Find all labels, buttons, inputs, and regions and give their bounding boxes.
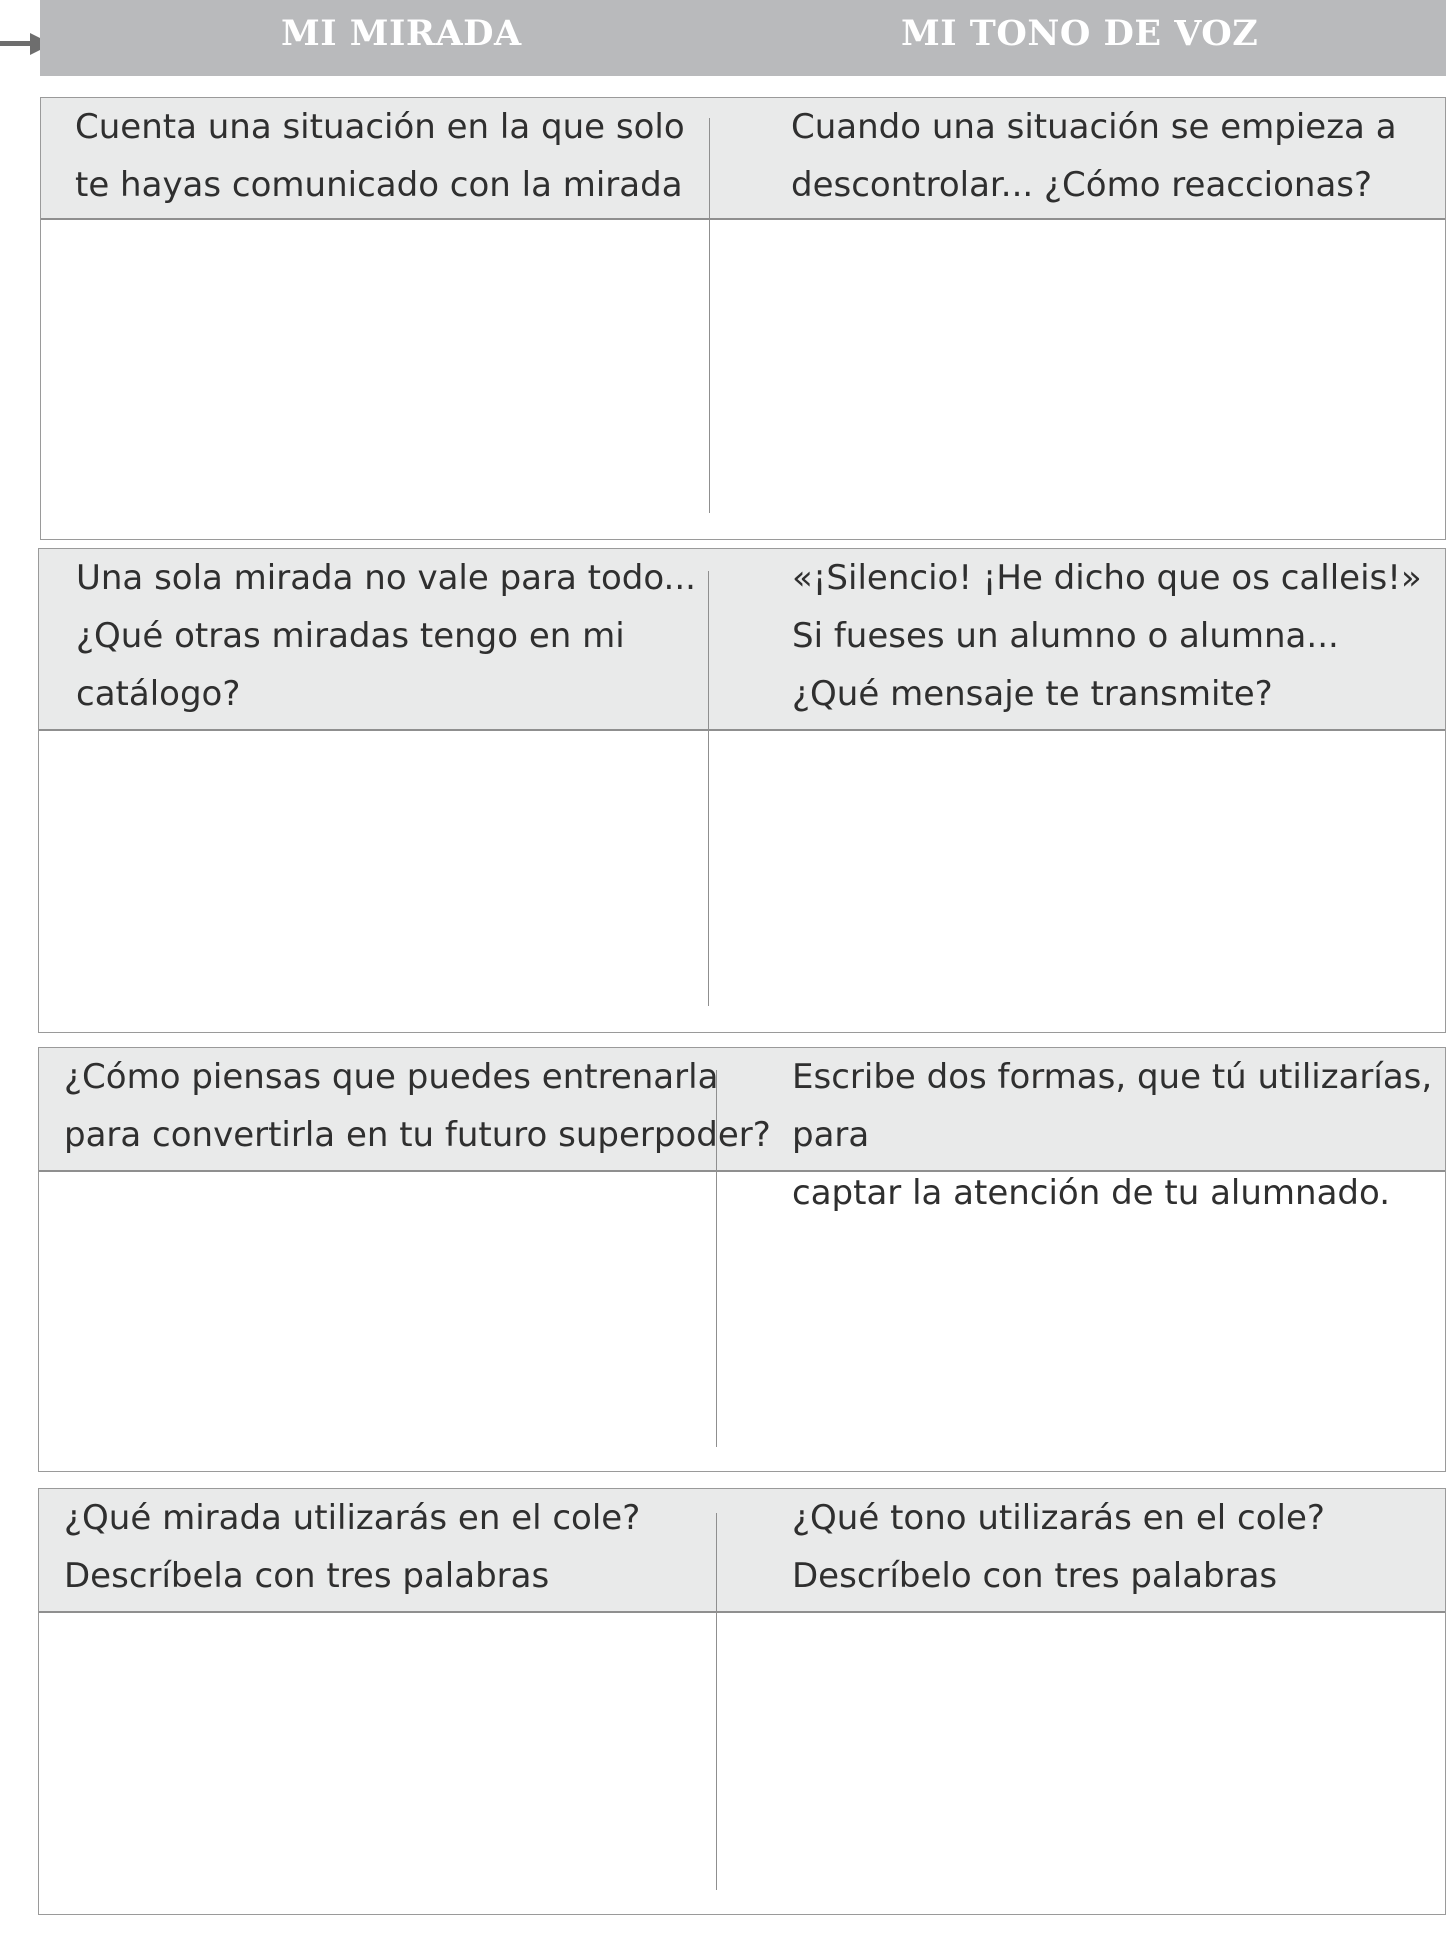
- worksheet-block-4: [38, 1488, 1446, 1915]
- section-header-bar: [40, 0, 1446, 76]
- answer-area-tono-de-voz[interactable]: [718, 1613, 1445, 1914]
- prompt-tono-de-voz: «¡Silencio! ¡He dicho que os calleis!» Si fueses un alumno o alumna... ¿Qué mensaje te transmite?: [792, 558, 1422, 714]
- answer-area-mirada[interactable]: [39, 1172, 716, 1471]
- column-divider: [716, 1513, 717, 1890]
- prompt-tono-de-voz: ¿Qué tono utilizarás en el cole? Descríbelo con tres palabras: [792, 1498, 1325, 1596]
- arrow-right-icon: [0, 33, 44, 55]
- answer-area-tono-de-voz[interactable]: [710, 731, 1445, 1032]
- answer-area-mirada[interactable]: [39, 1613, 716, 1914]
- answer-area-tono-de-voz[interactable]: [718, 1172, 1445, 1471]
- answer-area-mirada[interactable]: [41, 220, 709, 539]
- header-title-mi-tono-de-voz: MI TONO DE VOZ: [901, 13, 1259, 54]
- worksheet-block-1: [40, 97, 1446, 540]
- header-title-mi-mirada: MI MIRADA: [281, 13, 522, 54]
- prompt-mirada: ¿Cómo piensas que puedes entrenarla para convertirla en tu futuro superpoder?: [64, 1057, 771, 1155]
- answer-area-mirada[interactable]: [39, 731, 708, 1032]
- worksheet-block-2: [38, 548, 1446, 1033]
- column-divider: [708, 571, 709, 1006]
- prompt-mirada: Una sola mirada no vale para todo... ¿Qué otras miradas tengo en mi catálogo?: [76, 558, 696, 714]
- column-divider: [709, 118, 710, 513]
- worksheet-block-3: [38, 1047, 1446, 1472]
- prompt-mirada: Cuenta una situación en la que solo te hayas comunicado con la mirada: [75, 107, 685, 205]
- answer-area-tono-de-voz[interactable]: [711, 220, 1445, 539]
- prompt-mirada: ¿Qué mirada utilizarás en el cole? Descríbela con tres palabras: [64, 1498, 641, 1596]
- prompt-tono-de-voz: Escribe dos formas, que tú utilizarías, para captar la atención de tu alumnado.: [792, 1057, 1433, 1213]
- prompt-tono-de-voz: Cuando una situación se empieza a descontrolar... ¿Cómo reaccionas?: [791, 107, 1397, 205]
